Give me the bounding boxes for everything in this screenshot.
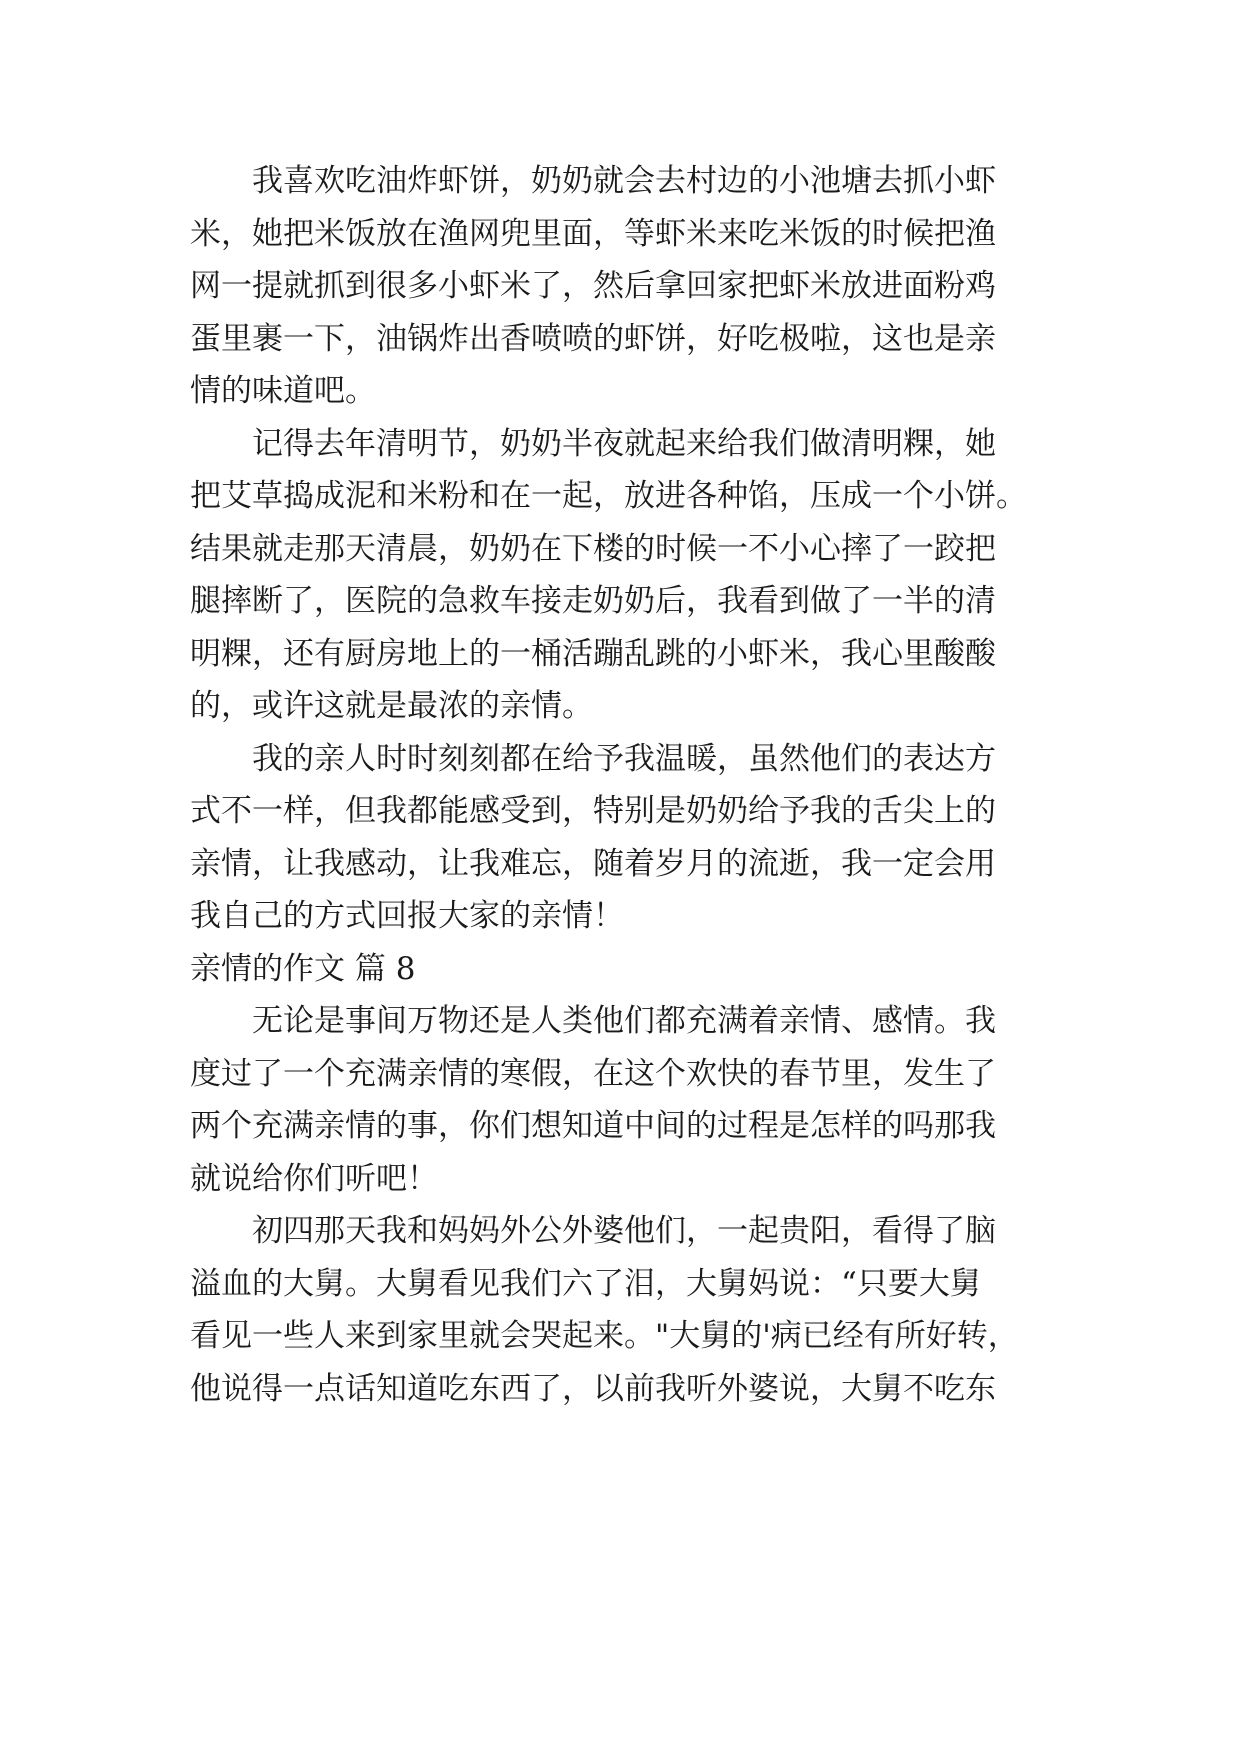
paragraph: 初四那天我和妈妈外公外婆他们，一起贵阳，看得了脑 溢血的大舅。大舅看见我们六了泪，大舅妈说：“只要大舅 看见一些人来到家里就会哭起来。"大舅的'病已经有所好转， 他说得一点话知道吃东西了，以前我听外婆说，大舅不吃东: [190, 1213, 1019, 1407]
section-title: 亲情的作文 篇 8: [190, 950, 416, 987]
paragraph: 我喜欢吃油炸虾饼，奶奶就会去村边的小池塘去抓小虾 米，她把米饭放在渔网兜里面，等虾米来吃米饭的时候把渔 网一提就抓到很多小虾米了，然后拿回家把虾米放进面粉鸡 蛋里裹一下，油锅炸出香喷喷的虾饼，好吃极啦，这也是亲 情的味道吧。: [190, 163, 996, 409]
paragraph: 无论是事间万物还是人类他们都充满着亲情、感情。我 度过了一个充满亲情的寒假，在这个欢快的春节里，发生了 两个充满亲情的事，你们想知道中间的过程是怎样的吗那我 就说给你们听吧！: [190, 1003, 996, 1197]
paragraph: 记得去年清明节，奶奶半夜就起来给我们做清明粿，她 把艾草捣成泥和米粉和在一起，放进各种馅，压成一个小饼。 结果就走那天清晨，奶奶在下楼的时候一不小心摔了一跤把 腿摔断了，医院的急救车接走奶奶后，我看到做了一半的清 明粿，还有厨房地上的一桶活蹦乱跳的小虾米，我心里酸酸 的，或许这就是最浓的亲情。: [190, 425, 1027, 724]
essay-body: [190, 155, 1052, 1415]
paragraph: 我的亲人时时刻刻都在给予我温暖，虽然他们的表达方 式不一样，但我都能感受到，特别是奶奶给予我的舌尖上的 亲情，让我感动，让我难忘，随着岁月的流逝，我一定会用 我自己的方式回报大家的亲情！: [190, 740, 996, 934]
